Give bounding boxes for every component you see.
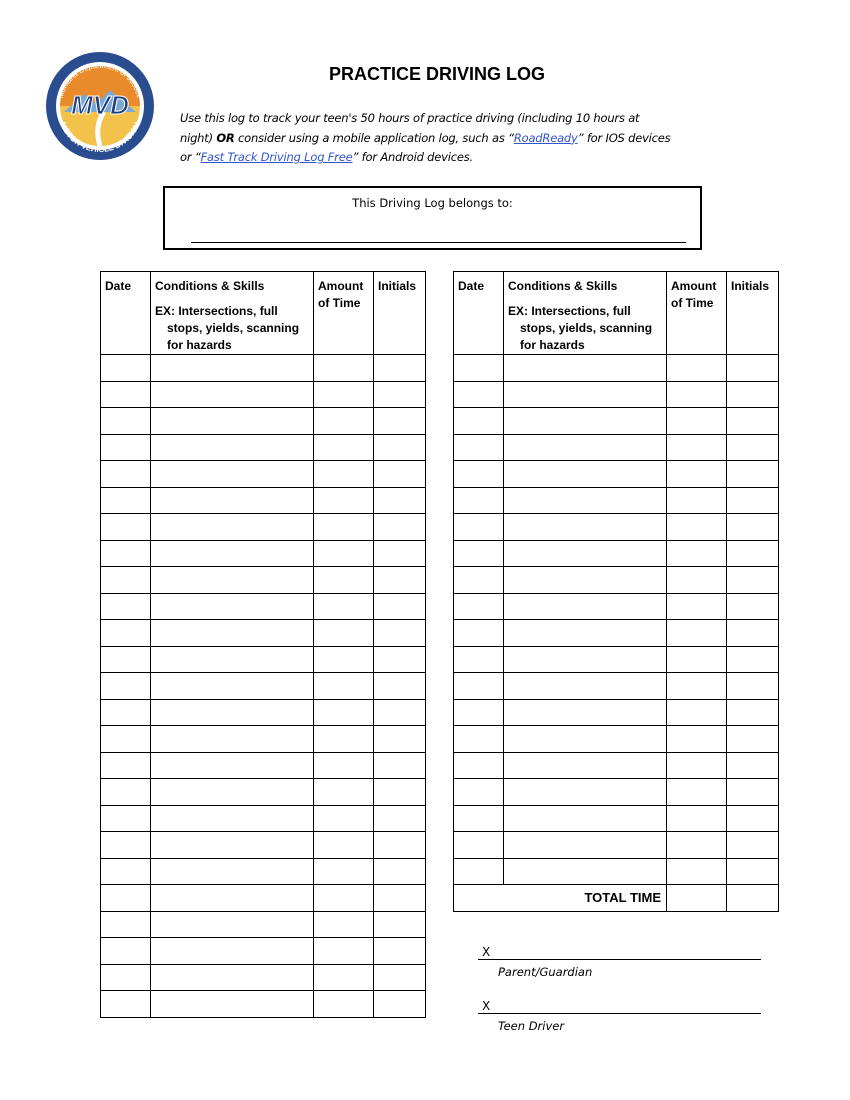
amount-cell[interactable] <box>667 858 727 885</box>
date-cell[interactable] <box>454 805 504 832</box>
date-cell[interactable] <box>101 938 151 965</box>
table-row <box>101 355 426 382</box>
table-row <box>101 381 426 408</box>
amount-cell[interactable] <box>667 355 727 382</box>
amount-cell[interactable] <box>314 832 374 859</box>
table-row <box>454 699 779 726</box>
initials-cell[interactable] <box>374 408 426 435</box>
roadready-link[interactable]: RoadReady <box>513 130 578 145</box>
conditions-cell[interactable] <box>504 646 667 673</box>
logo-bottom-text: MOTOR VEHICLE DIVISION <box>58 120 142 155</box>
amount-cell[interactable] <box>667 699 727 726</box>
intro-text: ” for Android devices. <box>352 150 473 164</box>
table-row <box>101 911 426 938</box>
amount-cell[interactable] <box>314 991 374 1018</box>
initials-cell[interactable] <box>727 699 779 726</box>
date-cell[interactable] <box>454 408 504 435</box>
table-row <box>454 752 779 779</box>
initials-cell[interactable] <box>727 593 779 620</box>
total-initials-cell[interactable] <box>727 885 779 912</box>
initials-cell[interactable] <box>374 858 426 885</box>
table-row <box>101 487 426 514</box>
amount-cell[interactable] <box>667 593 727 620</box>
initials-cell[interactable] <box>374 991 426 1018</box>
table-row <box>101 805 426 832</box>
date-cell[interactable] <box>454 779 504 806</box>
table-row <box>454 355 779 382</box>
conditions-example: EX: Intersections, full stops, yields, scanning for hazards <box>155 304 300 352</box>
signature-x-mark: X <box>482 999 491 1013</box>
amount-cell[interactable] <box>667 805 727 832</box>
conditions-header <box>151 272 314 355</box>
intro-line-3 <box>180 148 700 168</box>
table-row <box>454 779 779 806</box>
logo-top-text: Montana Department of Justice <box>55 60 145 100</box>
conditions-cell[interactable] <box>151 832 314 859</box>
conditions-cell[interactable] <box>504 752 667 779</box>
date-cell[interactable] <box>454 514 504 541</box>
amount-line-2: of Time <box>671 296 714 310</box>
initials-header: Initials <box>727 272 779 355</box>
table-row <box>454 620 779 647</box>
amount-cell[interactable] <box>314 964 374 991</box>
initials-cell[interactable] <box>374 779 426 806</box>
conditions-cell[interactable] <box>504 673 667 700</box>
initials-cell[interactable] <box>727 540 779 567</box>
amount-cell[interactable] <box>314 514 374 541</box>
conditions-cell[interactable] <box>504 355 667 382</box>
conditions-cell[interactable] <box>151 885 314 912</box>
amount-cell[interactable] <box>314 858 374 885</box>
date-cell[interactable] <box>101 991 151 1018</box>
conditions-cell[interactable] <box>151 911 314 938</box>
conditions-cell[interactable] <box>151 752 314 779</box>
date-cell[interactable] <box>101 699 151 726</box>
conditions-cell[interactable] <box>151 355 314 382</box>
conditions-cell[interactable] <box>504 567 667 594</box>
table-row <box>101 646 426 673</box>
date-cell[interactable] <box>101 567 151 594</box>
conditions-cell[interactable] <box>151 699 314 726</box>
log-table-left <box>100 271 426 1018</box>
table-row <box>454 487 779 514</box>
initials-cell[interactable] <box>727 355 779 382</box>
date-cell[interactable] <box>101 911 151 938</box>
amount-cell[interactable] <box>314 355 374 382</box>
initials-cell[interactable] <box>374 381 426 408</box>
amount-line-1: Amount <box>671 279 717 293</box>
initials-cell[interactable] <box>727 832 779 859</box>
date-cell[interactable] <box>454 832 504 859</box>
intro-text: ” for IOS devices <box>577 130 671 145</box>
amount-cell[interactable] <box>667 832 727 859</box>
conditions-cell[interactable] <box>504 726 667 753</box>
initials-cell[interactable] <box>727 434 779 461</box>
conditions-cell[interactable] <box>151 646 314 673</box>
conditions-cell[interactable] <box>504 461 667 488</box>
initials-cell[interactable] <box>727 620 779 647</box>
conditions-title: Conditions & Skills <box>155 279 265 293</box>
amount-cell[interactable] <box>314 646 374 673</box>
conditions-cell[interactable] <box>504 805 667 832</box>
initials-cell[interactable] <box>374 964 426 991</box>
amount-cell[interactable] <box>667 726 727 753</box>
date-cell[interactable] <box>454 487 504 514</box>
belongs-to-box <box>163 186 702 250</box>
amount-header <box>667 272 727 355</box>
initials-cell[interactable] <box>374 593 426 620</box>
date-cell[interactable] <box>454 593 504 620</box>
conditions-cell[interactable] <box>151 408 314 435</box>
teen-driver-label: Teen Driver <box>498 1019 565 1033</box>
date-cell[interactable] <box>101 434 151 461</box>
table-header-row <box>101 272 426 355</box>
date-cell[interactable] <box>101 779 151 806</box>
table-row <box>101 991 426 1018</box>
initials-cell[interactable] <box>374 487 426 514</box>
date-cell[interactable] <box>454 381 504 408</box>
date-cell[interactable] <box>101 487 151 514</box>
initials-cell[interactable] <box>374 805 426 832</box>
date-cell[interactable] <box>101 461 151 488</box>
date-cell[interactable] <box>101 964 151 991</box>
amount-header <box>314 272 374 355</box>
amount-cell[interactable] <box>314 779 374 806</box>
initials-cell[interactable] <box>374 355 426 382</box>
table-row <box>454 593 779 620</box>
date-cell[interactable] <box>101 646 151 673</box>
date-cell[interactable] <box>101 726 151 753</box>
belongs-to-label: This Driving Log belongs to: <box>352 196 513 210</box>
date-cell[interactable] <box>101 832 151 859</box>
conditions-cell[interactable] <box>151 726 314 753</box>
amount-cell[interactable] <box>314 434 374 461</box>
initials-cell[interactable] <box>374 938 426 965</box>
date-cell[interactable] <box>454 461 504 488</box>
amount-cell[interactable] <box>667 434 727 461</box>
conditions-cell[interactable] <box>504 434 667 461</box>
intro-line-1: Use this log to track your teen's 50 hours of practice driving (including 10 hours at <box>180 111 640 125</box>
initials-cell[interactable] <box>727 805 779 832</box>
table-row <box>454 646 779 673</box>
teen-signature-line[interactable] <box>478 1013 761 1014</box>
initials-cell[interactable] <box>727 381 779 408</box>
initials-cell[interactable] <box>727 487 779 514</box>
amount-cell[interactable] <box>314 805 374 832</box>
initials-cell[interactable] <box>727 461 779 488</box>
table-row <box>454 540 779 567</box>
initials-cell[interactable] <box>374 540 426 567</box>
initials-cell[interactable] <box>727 858 779 885</box>
initials-cell[interactable] <box>374 726 426 753</box>
table-row <box>454 832 779 859</box>
amount-cell[interactable] <box>314 620 374 647</box>
conditions-cell[interactable] <box>151 620 314 647</box>
conditions-cell[interactable] <box>504 620 667 647</box>
date-cell[interactable] <box>101 540 151 567</box>
date-cell[interactable] <box>454 752 504 779</box>
table-row <box>101 699 426 726</box>
table-row <box>101 408 426 435</box>
date-cell[interactable] <box>454 567 504 594</box>
initials-cell[interactable] <box>727 567 779 594</box>
table-row <box>101 673 426 700</box>
table-row <box>454 805 779 832</box>
date-cell[interactable] <box>454 726 504 753</box>
date-cell[interactable] <box>101 408 151 435</box>
date-cell[interactable] <box>101 620 151 647</box>
table-row <box>101 779 426 806</box>
conditions-cell[interactable] <box>504 858 667 885</box>
table-row <box>454 726 779 753</box>
date-cell[interactable] <box>454 673 504 700</box>
amount-cell[interactable] <box>314 726 374 753</box>
conditions-cell[interactable] <box>504 381 667 408</box>
initials-cell[interactable] <box>374 514 426 541</box>
page-title: PRACTICE DRIVING LOG <box>328 64 545 84</box>
conditions-cell[interactable] <box>504 514 667 541</box>
total-time-label: TOTAL TIME <box>454 885 667 912</box>
amount-cell[interactable] <box>314 699 374 726</box>
amount-cell[interactable] <box>314 408 374 435</box>
date-cell[interactable] <box>101 673 151 700</box>
total-amount-cell[interactable] <box>667 885 727 912</box>
table-row <box>454 408 779 435</box>
amount-cell[interactable] <box>314 487 374 514</box>
intro-or-bold: OR <box>216 130 235 145</box>
table-row <box>101 620 426 647</box>
date-cell[interactable] <box>454 858 504 885</box>
table-header-row <box>454 272 779 355</box>
table-row <box>101 461 426 488</box>
initials-cell[interactable] <box>374 567 426 594</box>
table-row <box>454 514 779 541</box>
table-row <box>101 938 426 965</box>
table-row <box>101 540 426 567</box>
intro-text: or “ <box>180 150 201 164</box>
parent-signature-line[interactable] <box>478 959 761 960</box>
amount-cell[interactable] <box>667 779 727 806</box>
initials-cell[interactable] <box>727 646 779 673</box>
amount-cell[interactable] <box>667 673 727 700</box>
date-cell[interactable] <box>454 699 504 726</box>
logo-center-text: MVD <box>71 90 129 120</box>
amount-cell[interactable] <box>314 911 374 938</box>
amount-cell[interactable] <box>667 567 727 594</box>
date-cell[interactable] <box>101 858 151 885</box>
amount-cell[interactable] <box>667 487 727 514</box>
date-cell[interactable] <box>454 434 504 461</box>
conditions-cell[interactable] <box>151 593 314 620</box>
total-row <box>454 885 779 912</box>
initials-cell[interactable] <box>374 646 426 673</box>
initials-cell[interactable] <box>374 832 426 859</box>
mvd-seal-icon <box>44 50 156 162</box>
amount-cell[interactable] <box>667 752 727 779</box>
date-cell[interactable] <box>454 355 504 382</box>
intro-paragraph <box>180 109 700 168</box>
initials-cell[interactable] <box>727 514 779 541</box>
conditions-header <box>504 272 667 355</box>
amount-cell[interactable] <box>667 408 727 435</box>
conditions-title: Conditions & Skills <box>508 279 618 293</box>
initials-cell[interactable] <box>727 673 779 700</box>
date-cell[interactable] <box>101 593 151 620</box>
initials-cell[interactable] <box>374 752 426 779</box>
conditions-cell[interactable] <box>504 779 667 806</box>
table-row <box>101 964 426 991</box>
amount-cell[interactable] <box>314 381 374 408</box>
date-cell[interactable] <box>101 355 151 382</box>
conditions-cell[interactable] <box>504 487 667 514</box>
initials-cell[interactable] <box>374 911 426 938</box>
initials-cell[interactable] <box>727 726 779 753</box>
amount-cell[interactable] <box>314 885 374 912</box>
initials-cell[interactable] <box>727 752 779 779</box>
amount-cell[interactable] <box>667 461 727 488</box>
amount-cell[interactable] <box>314 461 374 488</box>
conditions-cell[interactable] <box>151 991 314 1018</box>
initials-cell[interactable] <box>727 779 779 806</box>
date-cell[interactable] <box>101 514 151 541</box>
date-cell[interactable] <box>101 805 151 832</box>
conditions-cell[interactable] <box>151 567 314 594</box>
amount-cell[interactable] <box>314 593 374 620</box>
table-row <box>101 752 426 779</box>
initials-cell[interactable] <box>374 699 426 726</box>
date-cell[interactable] <box>454 646 504 673</box>
initials-cell[interactable] <box>374 673 426 700</box>
table-row <box>101 434 426 461</box>
amount-line-1: Amount <box>318 279 364 293</box>
conditions-cell[interactable] <box>151 673 314 700</box>
conditions-cell[interactable] <box>151 461 314 488</box>
intro-text: consider using a mobile application log, such as “ <box>234 130 514 145</box>
conditions-cell[interactable] <box>504 408 667 435</box>
conditions-cell[interactable] <box>504 593 667 620</box>
intro-line-2 <box>180 129 700 149</box>
amount-line-2: of Time <box>318 296 361 310</box>
amount-cell[interactable] <box>314 673 374 700</box>
conditions-cell[interactable] <box>151 434 314 461</box>
table-row <box>101 593 426 620</box>
conditions-cell[interactable] <box>151 779 314 806</box>
amount-cell[interactable] <box>667 514 727 541</box>
conditions-cell[interactable] <box>504 832 667 859</box>
conditions-cell[interactable] <box>151 938 314 965</box>
intro-text: night) <box>180 130 217 145</box>
date-header: Date <box>101 272 151 355</box>
amount-cell[interactable] <box>667 540 727 567</box>
amount-cell[interactable] <box>667 381 727 408</box>
initials-cell[interactable] <box>727 408 779 435</box>
signature-x-mark: X <box>482 945 491 959</box>
parent-guardian-label: Parent/Guardian <box>498 965 593 979</box>
date-cell[interactable] <box>101 752 151 779</box>
amount-cell[interactable] <box>314 938 374 965</box>
initials-cell[interactable] <box>374 461 426 488</box>
table-row <box>454 567 779 594</box>
conditions-cell[interactable] <box>151 487 314 514</box>
fast-track-link[interactable]: Fast Track Driving Log Free <box>200 150 353 164</box>
log-table-right <box>453 271 779 912</box>
table-row <box>454 461 779 488</box>
date-header: Date <box>454 272 504 355</box>
table-row <box>101 726 426 753</box>
amount-cell[interactable] <box>314 567 374 594</box>
amount-cell[interactable] <box>667 620 727 647</box>
amount-cell[interactable] <box>314 752 374 779</box>
belongs-to-name-line[interactable] <box>191 242 686 243</box>
table-row <box>454 381 779 408</box>
initials-cell[interactable] <box>374 885 426 912</box>
initials-header: Initials <box>374 272 426 355</box>
conditions-cell[interactable] <box>151 381 314 408</box>
table-row <box>454 434 779 461</box>
initials-cell[interactable] <box>374 620 426 647</box>
table-row <box>101 858 426 885</box>
conditions-cell[interactable] <box>151 514 314 541</box>
conditions-cell[interactable] <box>504 540 667 567</box>
conditions-cell[interactable] <box>151 858 314 885</box>
conditions-cell[interactable] <box>151 805 314 832</box>
conditions-example: EX: Intersections, full stops, yields, scanning for hazards <box>508 304 653 352</box>
table-row <box>101 514 426 541</box>
table-row <box>454 858 779 885</box>
table-row <box>101 832 426 859</box>
table-row <box>454 673 779 700</box>
initials-cell[interactable] <box>374 434 426 461</box>
date-cell[interactable] <box>101 885 151 912</box>
amount-cell[interactable] <box>314 540 374 567</box>
amount-cell[interactable] <box>667 646 727 673</box>
table-row <box>101 885 426 912</box>
conditions-cell[interactable] <box>151 964 314 991</box>
date-cell[interactable] <box>101 381 151 408</box>
conditions-cell[interactable] <box>504 699 667 726</box>
table-row <box>101 567 426 594</box>
date-cell[interactable] <box>454 540 504 567</box>
date-cell[interactable] <box>454 620 504 647</box>
conditions-cell[interactable] <box>151 540 314 567</box>
